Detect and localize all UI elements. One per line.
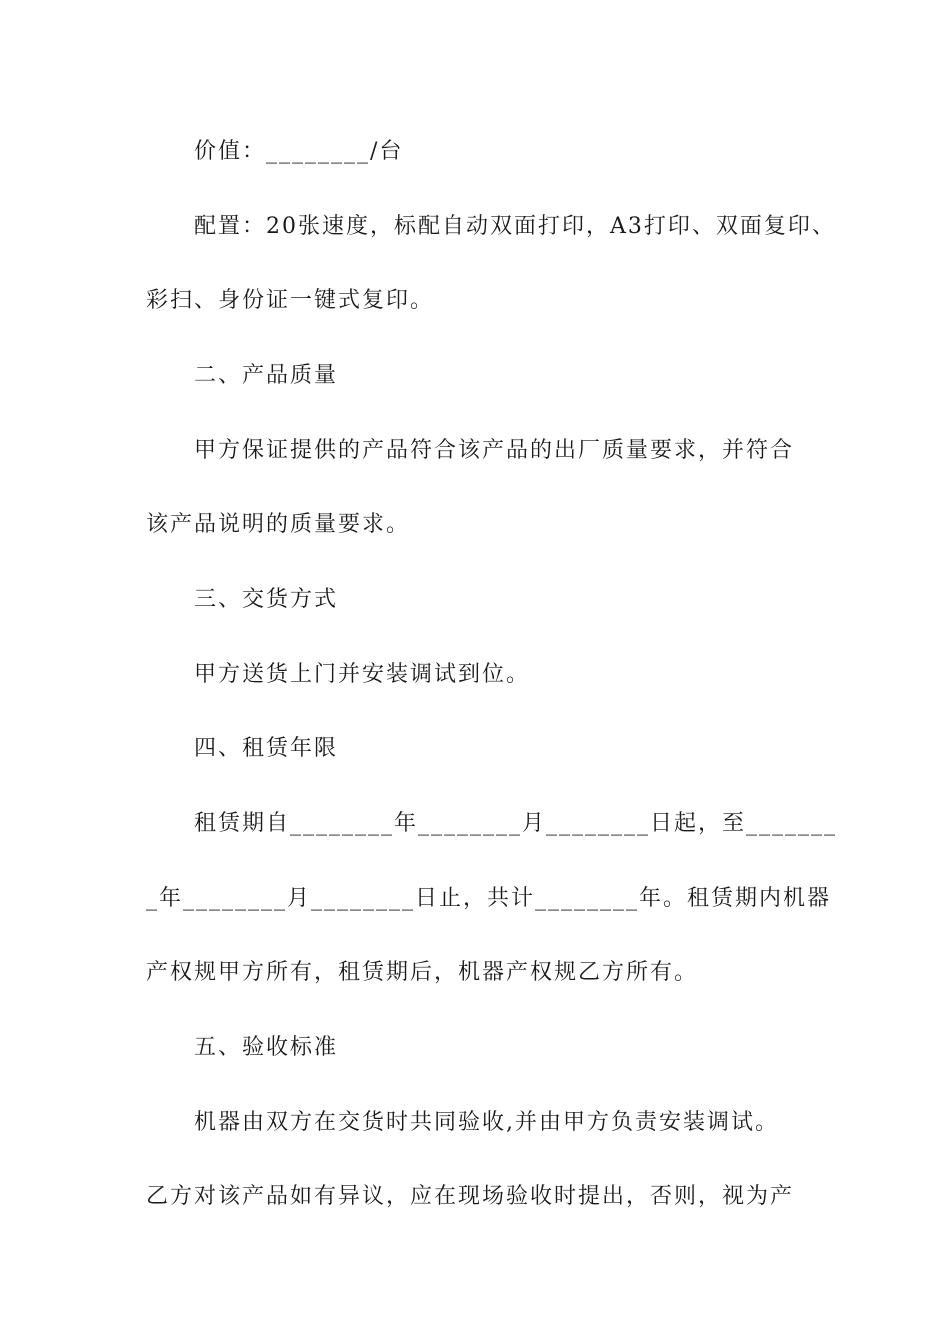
- lease-term-paragraph-cont: _年________月________日止，共计________年。租赁期内机器: [146, 886, 832, 911]
- section-heading-acceptance: 五、验收标准: [194, 1035, 339, 1060]
- config-line-cont: 彩扫、身份证一键式复印。: [146, 288, 435, 313]
- delivery-paragraph: 甲方送货上门并安装调试到位。: [194, 662, 531, 687]
- config-line: 配置：20张速度，标配自动双面打印，A3打印、双面复印、: [194, 214, 836, 239]
- section-heading-delivery: 三、交货方式: [194, 587, 339, 612]
- section-heading-lease-term: 四、租赁年限: [194, 736, 339, 761]
- quality-paragraph: 甲方保证提供的产品符合该产品的出厂质量要求，并符合: [194, 438, 795, 463]
- lease-term-paragraph-cont2: 产权规甲方所有，租赁期后，机器产权规乙方所有。: [146, 960, 699, 985]
- lease-term-paragraph: 租赁期自________年________月________日起，至_______: [194, 811, 838, 836]
- quality-paragraph-cont: 该产品说明的质量要求。: [146, 512, 411, 537]
- acceptance-paragraph: 机器由双方在交货时共同验收,并由甲方负责安装调试。: [194, 1110, 779, 1135]
- acceptance-paragraph-cont: 乙方对该产品如有异议，应在现场验收时提出，否则，视为产: [146, 1184, 795, 1209]
- value-line: 价值：________/台: [194, 139, 404, 164]
- section-heading-quality: 二、产品质量: [194, 363, 339, 388]
